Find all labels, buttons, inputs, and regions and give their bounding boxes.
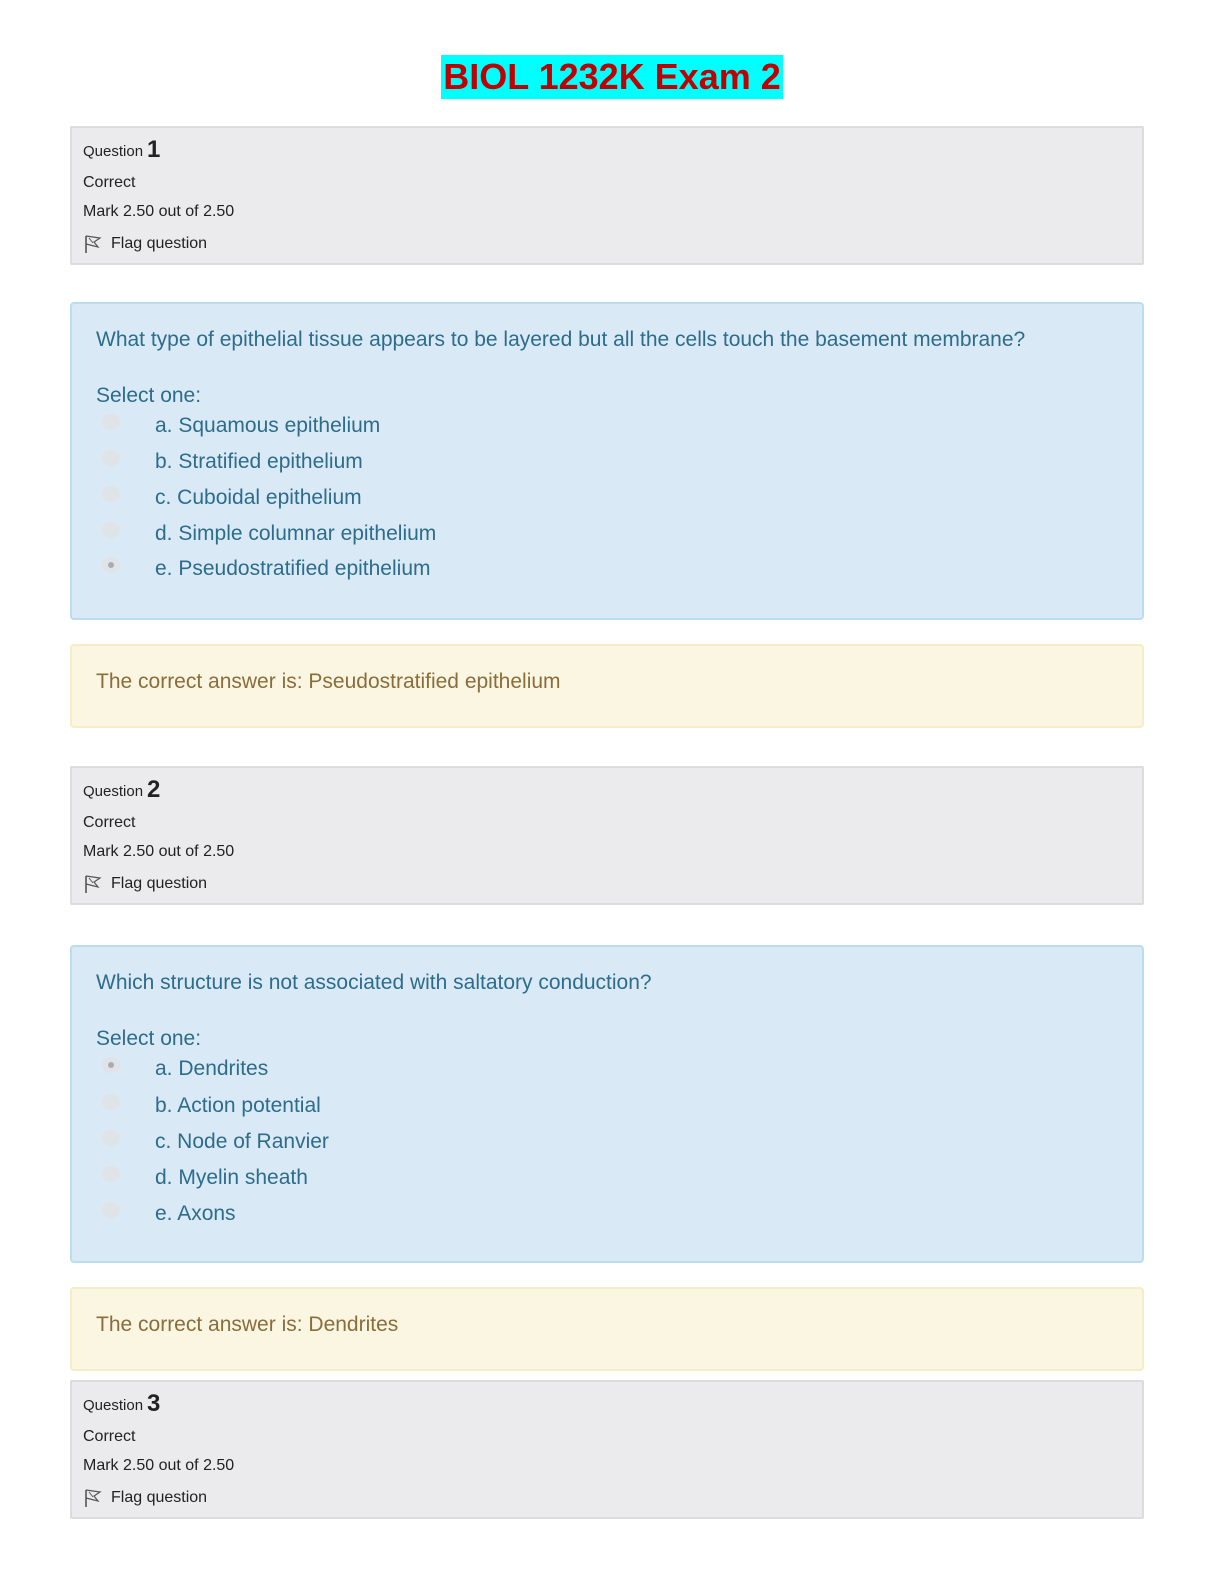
question-state: Correct [83,814,136,831]
radio-button[interactable] [102,1130,120,1146]
question-number [83,1390,160,1418]
question-number-value: 1 [147,136,161,163]
radio-button[interactable] [102,486,120,502]
question-feedback-1 [70,644,1144,728]
question-number-value: 2 [147,776,161,803]
question-text: What type of epithelial tissue appears to be layered but all the cells touch the basement membrane? [96,328,1026,351]
answer-label: c. Cuboidal epithelium [155,486,362,509]
question-label: Question [83,143,144,160]
flag-question-button[interactable] [83,874,207,894]
answer-option-d[interactable] [102,1163,308,1193]
answer-option-c[interactable] [102,1127,329,1157]
flag-question-label: Flag question [111,1489,208,1506]
question-info-1 [70,126,1144,265]
flag-question-label: Flag question [111,875,208,892]
question-formulation-1 [70,302,1144,620]
answer-option-e[interactable] [102,554,431,584]
question-grade: Mark 2.50 out of 2.50 [83,203,235,220]
answer-prompt: Select one: [96,1027,202,1050]
radio-button-selected[interactable] [102,1057,120,1073]
radio-button[interactable] [102,450,120,466]
answer-label: d. Myelin sheath [155,1166,308,1189]
radio-button[interactable] [102,1094,120,1110]
question-state: Correct [83,174,136,191]
question-info-3 [70,1380,1144,1519]
question-number [83,776,160,804]
page-title: BIOL 1232K Exam 2 [443,56,781,97]
question-state: Correct [83,1428,136,1445]
answer-option-a[interactable] [102,411,380,441]
question-grade: Mark 2.50 out of 2.50 [83,1457,235,1474]
radio-button[interactable] [102,1202,120,1218]
flag-icon [83,874,103,894]
flag-icon [83,1488,103,1508]
answer-label: e. Axons [155,1202,236,1225]
question-info-2 [70,766,1144,905]
question-label: Question [83,783,144,800]
answer-label: e. Pseudostratified epithelium [155,557,431,580]
answer-option-c[interactable] [102,483,362,513]
answer-option-d[interactable] [102,519,436,549]
question-grade: Mark 2.50 out of 2.50 [83,843,235,860]
question-label: Question [83,1397,144,1414]
radio-button[interactable] [102,1166,120,1182]
answer-label: b. Stratified epithelium [155,450,363,473]
answer-label: b. Action potential [155,1094,321,1117]
question-number-value: 3 [147,1390,161,1417]
answer-label: c. Node of Ranvier [155,1130,329,1153]
flag-question-button[interactable] [83,1488,207,1508]
flag-icon [83,234,103,254]
question-feedback-2 [70,1287,1144,1371]
answer-option-b[interactable] [102,447,363,477]
radio-button-selected[interactable] [102,557,120,573]
page-title-wrap [0,55,1224,99]
question-number [83,136,160,164]
correct-answer-text: The correct answer is: Dendrites [96,1313,399,1336]
answer-label: a. Dendrites [155,1057,269,1080]
radio-button[interactable] [102,414,120,430]
correct-answer-text: The correct answer is: Pseudostratified epithelium [96,670,561,693]
answer-label: d. Simple columnar epithelium [155,522,437,545]
question-formulation-2 [70,945,1144,1263]
answer-label: a. Squamous epithelium [155,414,381,437]
answer-option-b[interactable] [102,1091,321,1121]
flag-question-label: Flag question [111,235,208,252]
radio-button[interactable] [102,522,120,538]
flag-question-button[interactable] [83,234,207,254]
answer-option-e[interactable] [102,1199,236,1229]
answer-option-a[interactable] [102,1054,268,1084]
answer-prompt: Select one: [96,384,202,407]
question-text: Which structure is not associated with saltatory conduction? [96,971,652,994]
